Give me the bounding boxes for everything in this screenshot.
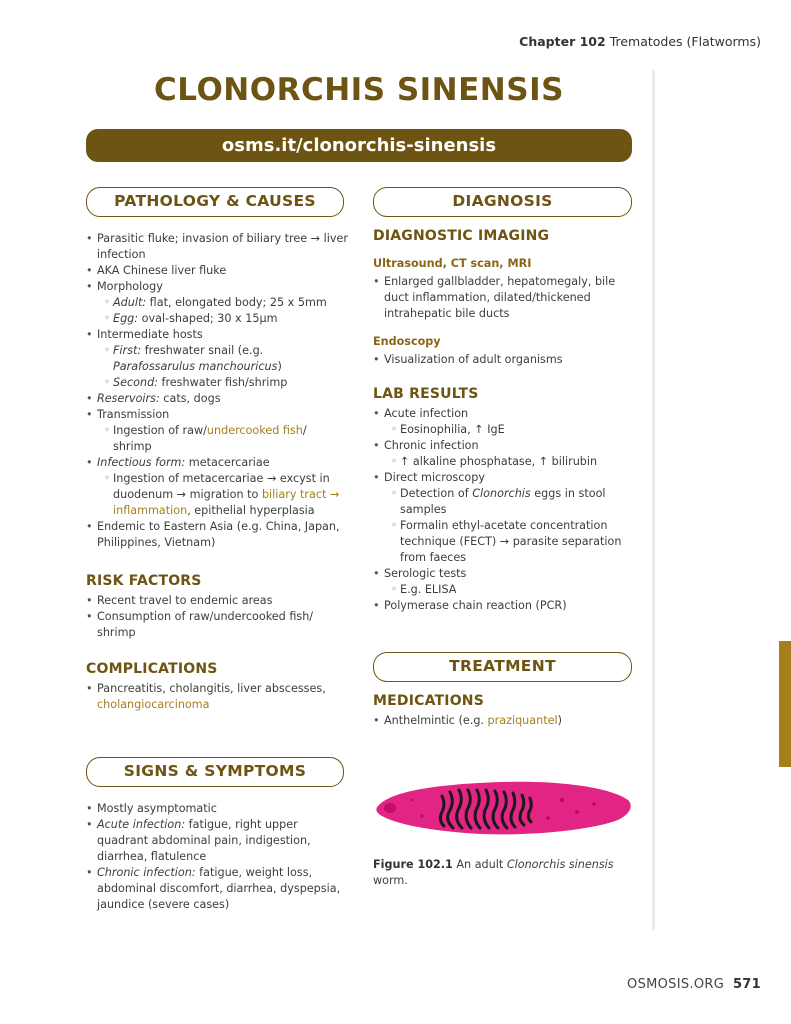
endoscopy-subheading: Endoscopy — [373, 335, 441, 348]
signs-heading-pill: SIGNS & SYMPTOMS — [86, 757, 344, 787]
clonorchis-worm-image — [372, 770, 634, 840]
adult-label: Adult: — [113, 296, 147, 309]
second-host-label: Second: — [113, 376, 158, 389]
list-item — [373, 713, 635, 729]
undercooked-fish-link[interactable]: undercooked fish — [206, 424, 303, 437]
figure-caption — [373, 857, 623, 889]
detection-end: eggs in stool samples — [400, 487, 606, 516]
metacercariae-text: Ingestion of metacercariae → excyst in duodenum → migration to — [113, 472, 330, 501]
diagnostic-imaging-heading: DIAGNOSTIC IMAGING — [373, 228, 550, 244]
complications-heading: COMPLICATIONS — [86, 661, 218, 677]
sub-list-item — [86, 295, 348, 311]
sub-list-item — [373, 486, 635, 518]
anthelmintic-text: Anthelmintic (e.g. — [384, 714, 488, 727]
reservoirs-label: Reservoirs: — [97, 392, 160, 405]
first-host-label: First: — [113, 344, 142, 357]
chapter-title: Trematodes (Flatworms) — [609, 34, 761, 49]
sub-list-item — [86, 423, 348, 455]
sub-list-item — [86, 375, 348, 391]
first-host-end: ) — [277, 360, 282, 373]
list-item — [86, 817, 348, 865]
list-item: • Serologic tests — [373, 566, 635, 582]
metacercariae-end: , epithelial hyperplasia — [187, 504, 315, 517]
diagnosis-heading-pill: DIAGNOSIS — [373, 187, 632, 217]
acute-label: Acute infection: — [97, 818, 186, 831]
list-item: • Intermediate hosts — [86, 327, 348, 343]
clonorchis-italic: Clonorchis — [472, 487, 531, 500]
risk-factors-heading: RISK FACTORS — [86, 573, 202, 589]
chapter-label: Chapter 102 — [519, 34, 606, 49]
cholangiocarcinoma-link[interactable]: cholangiocarcinoma — [97, 698, 210, 711]
list-item — [86, 681, 348, 713]
complications-text: Pancreatitis, cholangitis, liver abscesses, — [97, 682, 326, 695]
caption-end: worm. — [373, 874, 408, 887]
treatment-heading-pill: TREATMENT — [373, 652, 632, 682]
imaging-subheading: Ultrasound, CT scan, MRI — [373, 257, 532, 270]
sub-list-item: ◦ ↑ alkaline phosphatase, ↑ bilirubin — [373, 454, 635, 470]
caption-text: An adult — [452, 858, 507, 871]
sub-list-item — [86, 311, 348, 327]
sub-list-item: ◦ Eosinophilia, ↑ IgE — [373, 422, 635, 438]
biliary-inflammation-link[interactable]: biliary tract → inflammation — [113, 488, 340, 517]
list-item: • Mostly asymptomatic — [86, 801, 348, 817]
list-item: • Transmission — [86, 407, 348, 423]
ingestion-end: / shrimp — [113, 424, 307, 453]
list-item: • Direct microscopy — [373, 470, 635, 486]
topic-url-link[interactable]: osms.it/clonorchis-sinensis — [86, 129, 632, 162]
diagnosis-section — [373, 228, 635, 614]
sub-list-item — [86, 343, 348, 375]
list-item — [86, 391, 348, 407]
list-item: • AKA Chinese liver fluke — [86, 263, 348, 279]
second-host-text: freshwater fish/shrimp — [157, 376, 288, 389]
list-item: • Visualization of adult organisms — [373, 352, 635, 368]
ingestion-text: Ingestion of raw/ — [113, 424, 207, 437]
infectious-form-text: metacercariae — [185, 456, 270, 469]
sidebar-divider — [652, 70, 655, 930]
footer-site: OSMOSIS.ORG — [627, 977, 725, 992]
pathology-heading-pill: PATHOLOGY & CAUSES — [86, 187, 344, 217]
page-footer — [627, 977, 761, 992]
page-title: CLONORCHIS SINENSIS — [154, 72, 564, 108]
egg-text: oval-shaped; 30 x 15μm — [138, 312, 278, 325]
pathology-section — [86, 231, 348, 713]
praziquantel-link[interactable]: praziquantel — [487, 714, 558, 727]
list-item: • Chronic infection — [373, 438, 635, 454]
sub-list-item: ◦ Formalin ethyl-acetate concentration technique (FECT) → parasite separation from faeces — [373, 518, 635, 566]
list-item: • Parasitic fluke; invasion of biliary tree → liver infection — [86, 231, 348, 263]
sub-list-item — [86, 471, 348, 519]
medications-heading: MEDICATIONS — [373, 693, 485, 709]
list-item: • Morphology — [86, 279, 348, 295]
treatment-section — [373, 693, 635, 729]
lab-results-heading: LAB RESULTS — [373, 386, 479, 402]
figure-label: Figure 102.1 — [373, 858, 453, 871]
side-tab-marker — [779, 641, 791, 767]
list-item: • Endemic to Eastern Asia (e.g. China, Japan, Philippines, Vietnam) — [86, 519, 348, 551]
chronic-label: Chronic infection: — [97, 866, 196, 879]
anthelmintic-end: ) — [557, 714, 562, 727]
worm-sucker — [384, 803, 396, 813]
list-item: • Acute infection — [373, 406, 635, 422]
chronic-text: fatigue, weight loss, abdominal discomfort, diarrhea, dyspepsia, jaundice (severe cases) — [97, 866, 341, 911]
first-host-text: freshwater snail (e.g. — [141, 344, 264, 357]
infectious-form-label: Infectious form: — [97, 456, 186, 469]
caption-species: Clonorchis sinensis — [506, 858, 614, 871]
list-item: • Enlarged gallbladder, hepatomegaly, bile duct inflammation, dilated/thickened intrahepatic bile ducts — [373, 274, 635, 322]
list-item: • Consumption of raw/undercooked fish/ shrimp — [86, 609, 348, 641]
reservoirs-text: cats, dogs — [159, 392, 221, 405]
chapter-header — [519, 34, 761, 49]
sub-list-item: ◦ E.g. ELISA — [373, 582, 635, 598]
detection-text: Detection of — [400, 487, 473, 500]
page-number: 571 — [732, 977, 761, 992]
list-item: • Polymerase chain reaction (PCR) — [373, 598, 635, 614]
signs-section — [86, 801, 348, 913]
list-item — [86, 865, 348, 913]
egg-label: Egg: — [113, 312, 139, 325]
first-host-species: Parafossarulus manchouricus — [113, 360, 278, 373]
list-item — [86, 455, 348, 471]
acute-text: fatigue, right upper quadrant abdominal pain, indigestion, diarrhea, flatulence — [97, 818, 311, 863]
list-item: • Recent travel to endemic areas — [86, 593, 348, 609]
adult-text: flat, elongated body; 25 x 5mm — [146, 296, 327, 309]
